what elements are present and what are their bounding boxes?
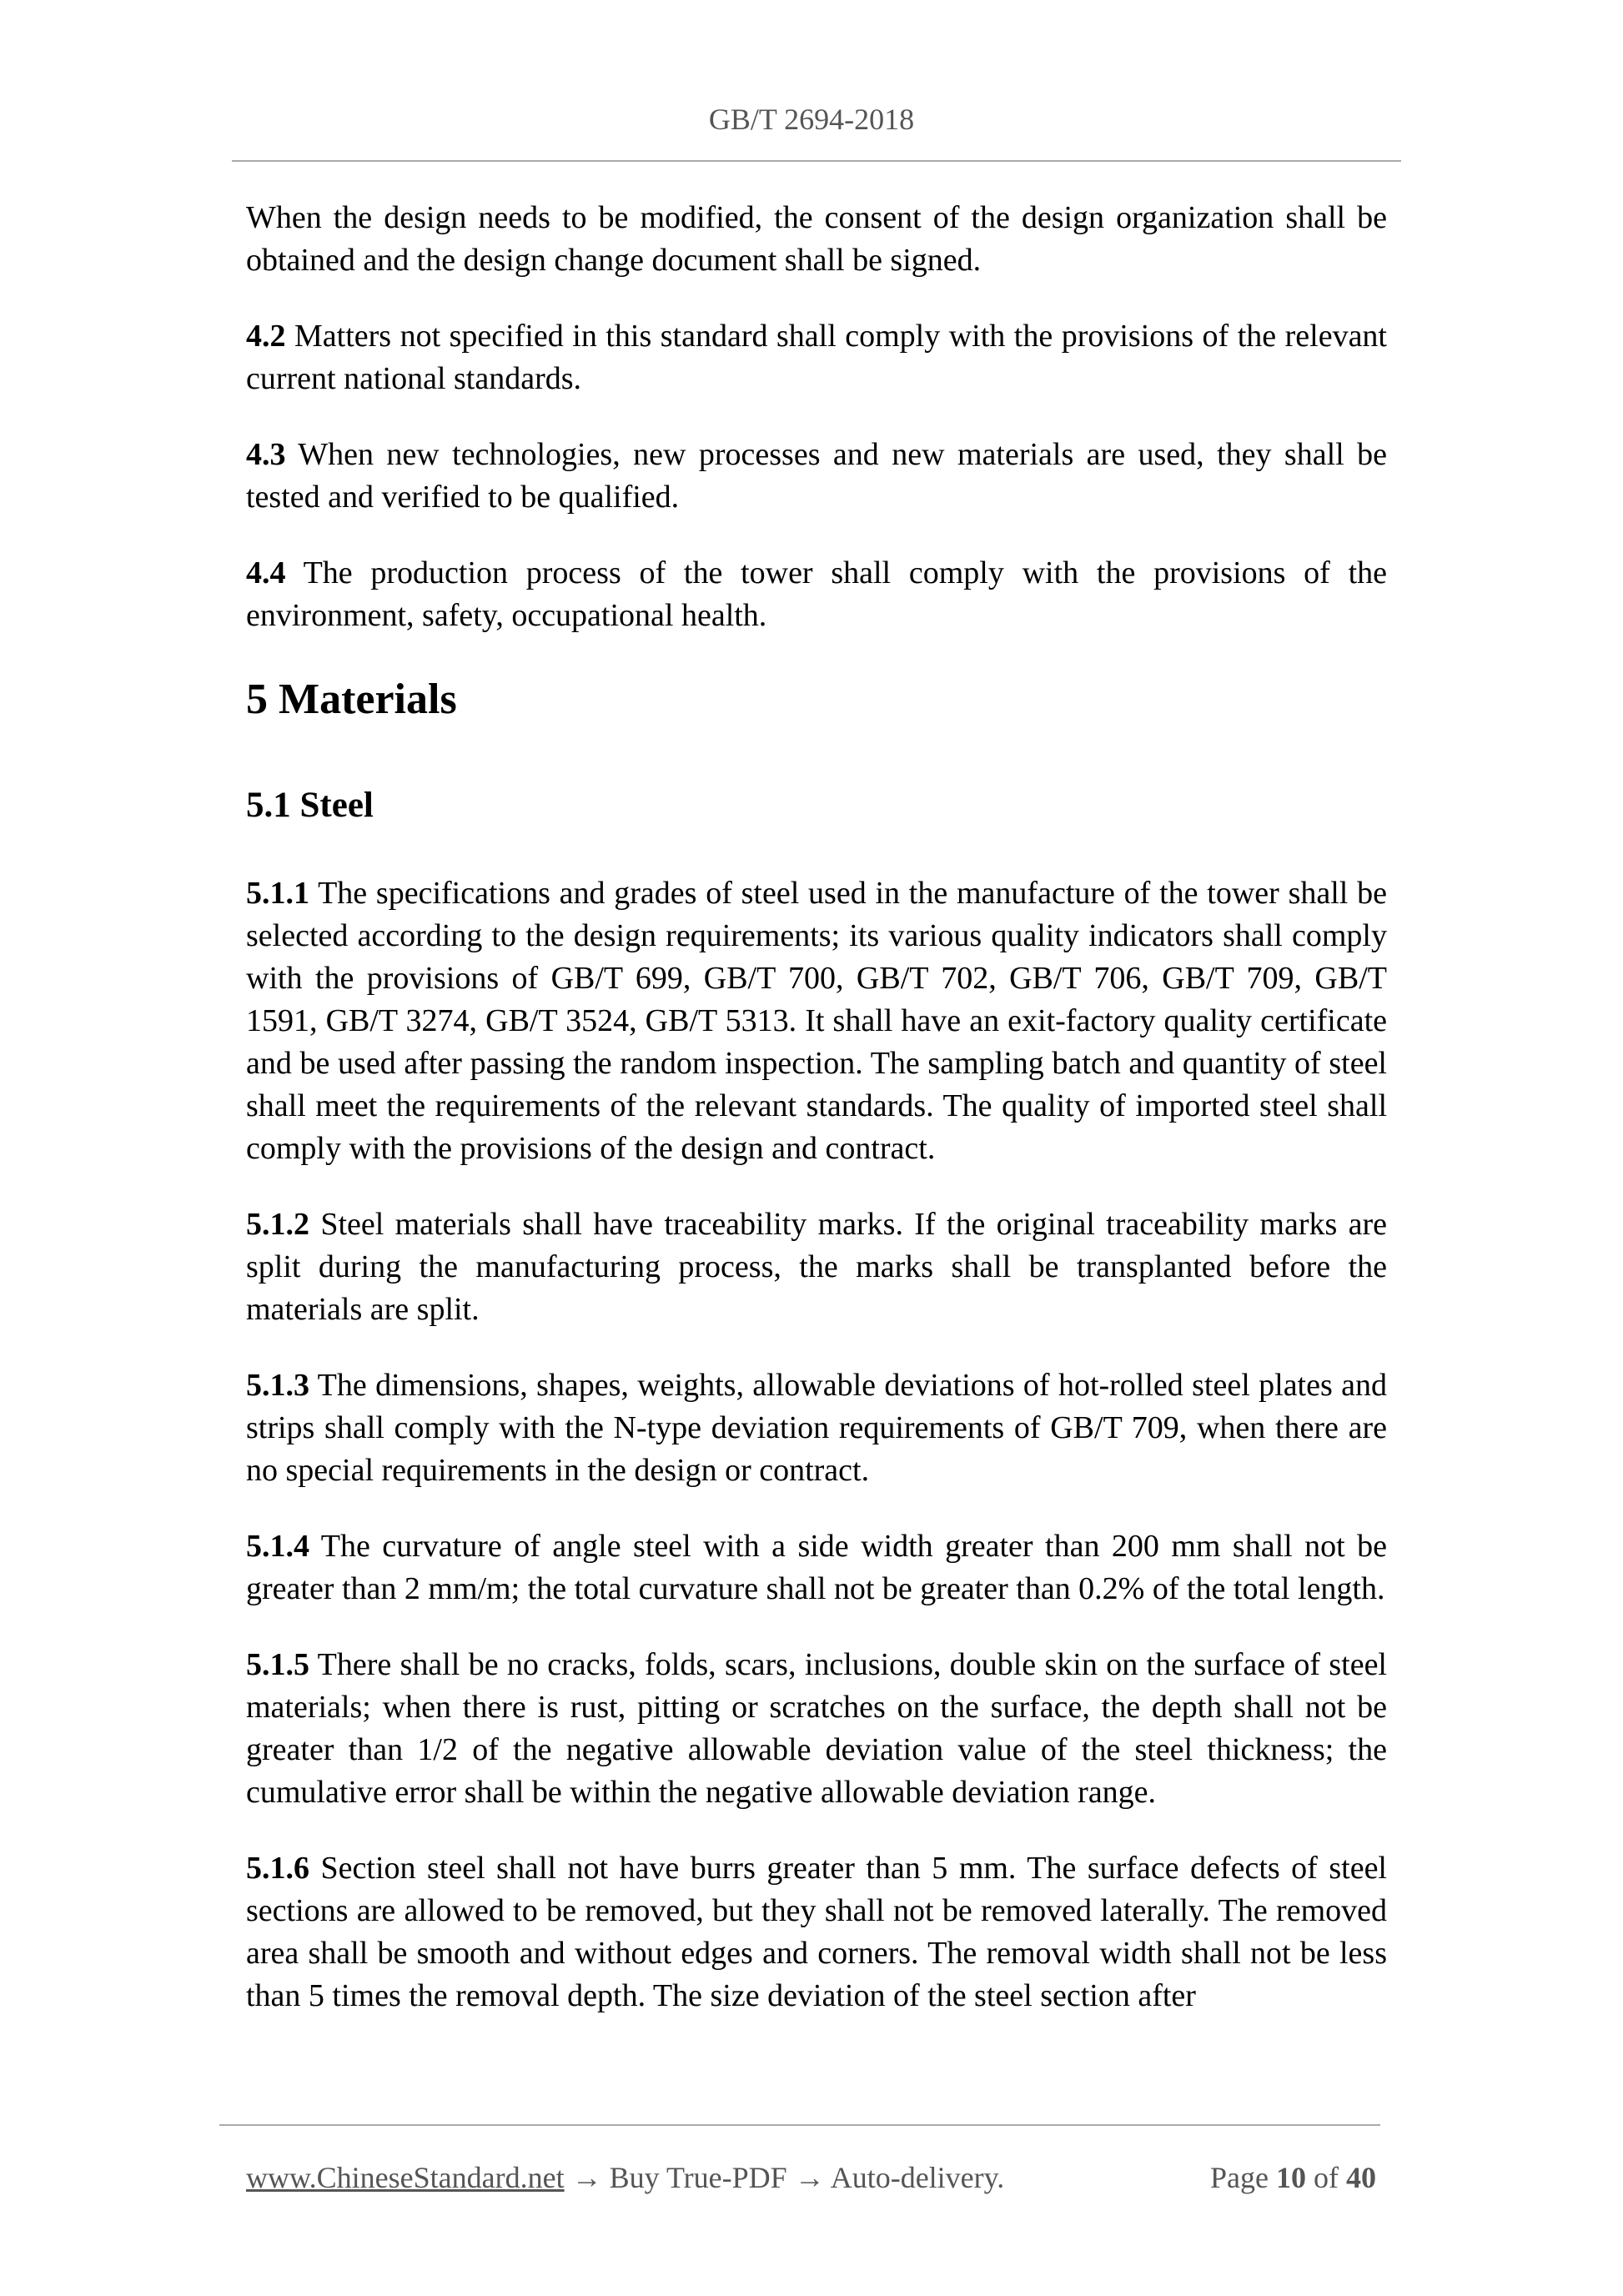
clause-number: 4.4 (246, 555, 286, 590)
clause-4-paragraphs (246, 197, 1387, 637)
header-divider (232, 160, 1401, 162)
clause-number: 5.1.2 (246, 1207, 309, 1242)
clause-paragraph (246, 1847, 1387, 2017)
delivery-text: Auto-delivery. (824, 2161, 1005, 2194)
document-footer (246, 2160, 1376, 2195)
page-label: Page (1210, 2161, 1276, 2194)
clause-text: When the design needs to be modified, the consent of the design organization shall be obtained and the design change document shall be signed. (246, 200, 1387, 278)
arrow-right-icon: → (794, 2161, 825, 2194)
clause-number: 5.1.6 (246, 1851, 309, 1886)
section-heading: 5 Materials (246, 676, 457, 723)
page-indicator (1210, 2160, 1376, 2195)
clause-paragraph (246, 434, 1387, 519)
clause-number: 5.1.1 (246, 876, 309, 911)
clause-number: 5.1.4 (246, 1529, 309, 1564)
clause-text: Section steel shall not have burrs greater than 5 mm. The surface defects of steel sections are allowed to be removed, but they shall not be removed laterally. The removed area shall be smooth and without edges and corners. The removal width shall not be less than 5 times the removal depth. The size deviation of the steel section after (246, 1851, 1387, 2013)
clause-text: The specifications and grades of steel used in the manufacture of the tower shall be selected according to the design requirements; its various quality indicators shall comply with the provisions of GB/T 699, GB/T 700, GB/T 702, GB/T 706, GB/T 709, GB/T 1591, GB/T 3274, GB/T 3524, GB/T 5313. It shall have an exit-factory quality certificate and be used after passing the random inspection. The sampling batch and quantity of steel shall meet the requirements of the relevant standards. The quality of imported steel shall comply with the provisions of the design and contract. (246, 876, 1387, 1166)
clause-number: 4.2 (246, 319, 286, 354)
clause-paragraph (246, 872, 1387, 1170)
clause-text: Steel materials shall have traceability marks. If the original traceability marks are split during the manufacturing process, the marks shall be transplanted before the materials are split. (246, 1207, 1387, 1327)
clause-paragraph (246, 1364, 1387, 1492)
clause-paragraph (246, 1644, 1387, 1814)
footer-promo (246, 2160, 1004, 2195)
document-body (246, 197, 1387, 2051)
of-label: of (1306, 2161, 1346, 2194)
clause-text: When new technologies, new processes and new materials are used, they shall be tested and verified to be qualified. (246, 437, 1387, 515)
arrow-right-icon: → (571, 2161, 602, 2194)
document-header: GB/T 2694-2018 (708, 103, 915, 136)
clause-paragraph (246, 1203, 1387, 1331)
clause-5-1-paragraphs (246, 872, 1387, 2017)
clause-text: Matters not specified in this standard shall comply with the provisions of the relevant current national standards. (246, 319, 1387, 396)
website-link[interactable]: www.ChineseStandard.net (246, 2161, 565, 2194)
clause-number: 5.1.5 (246, 1647, 309, 1682)
clause-text: There shall be no cracks, folds, scars, inclusions, double skin on the surface of steel materials; when there is rust, pitting or scratches on the surface, the depth shall not be greater than 1/2 of the negative allowable deviation value of the steel thickness; the cumulative error shall be within the negative allowable deviation range. (246, 1647, 1387, 1810)
clause-number: 4.3 (246, 437, 286, 472)
clause-paragraph (246, 315, 1387, 400)
clause-paragraph (246, 197, 1387, 282)
clause-paragraph (246, 552, 1387, 637)
page-total: 40 (1346, 2161, 1376, 2194)
clause-number: 5.1.3 (246, 1368, 309, 1403)
clause-paragraph (246, 1525, 1387, 1610)
buy-text: Buy True-PDF (601, 2161, 795, 2194)
clause-text: The production process of the tower shall comply with the provisions of the environment, safety, occupational health. (246, 555, 1387, 633)
page-number: 10 (1276, 2161, 1306, 2194)
clause-text: The dimensions, shapes, weights, allowable deviations of hot-rolled steel plates and strips shall comply with the N-type deviation requirements of GB/T 709, when there are no special requirements in the design or contract. (246, 1368, 1387, 1488)
subsection-heading: 5.1 Steel (246, 786, 374, 825)
clause-text: The curvature of angle steel with a side width greater than 200 mm shall not be greater than 2 mm/m; the total curvature shall not be greater than 0.2% of the total length. (246, 1529, 1387, 1606)
footer-divider (219, 2124, 1380, 2126)
